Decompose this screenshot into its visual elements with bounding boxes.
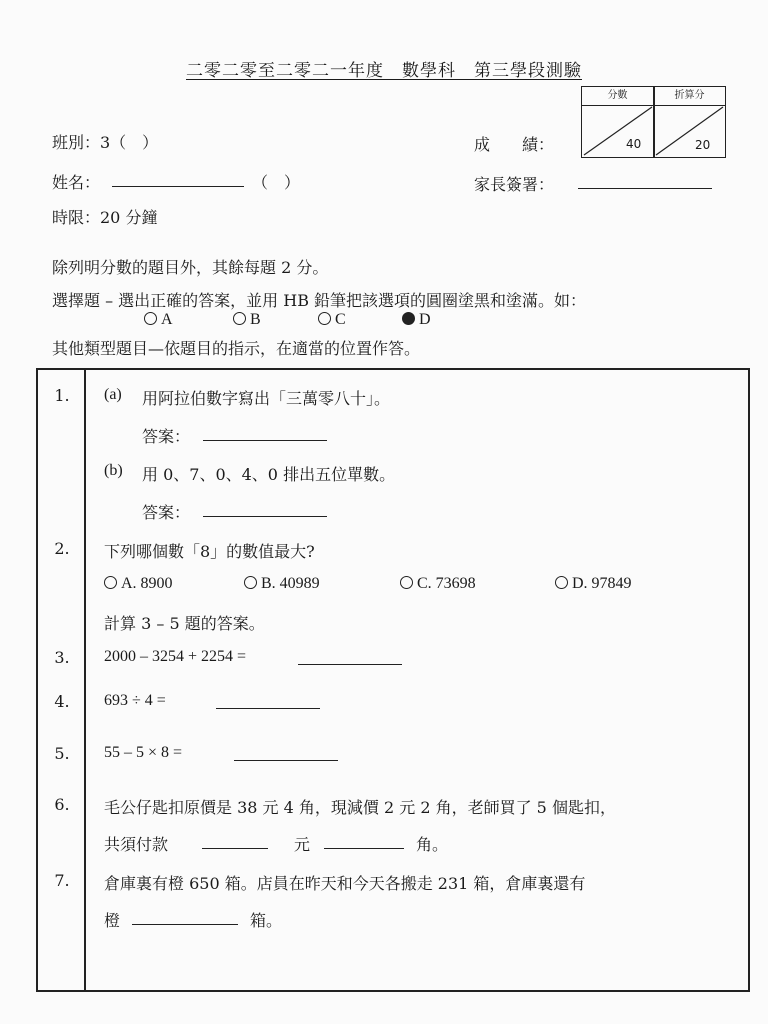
q7-answer-input[interactable] xyxy=(132,910,238,925)
q7-unit: 箱。 xyxy=(250,911,283,930)
q2-option-c[interactable]: C. 73698 xyxy=(400,575,476,593)
page-title: 二零二零至二零二一年度 數學科 第三學段測驗 xyxy=(186,61,582,81)
q1b-label: (b) xyxy=(104,462,123,479)
instruction-mc: 選擇題 – 選出正確的答案，並用 HB 鉛筆把該選項的圓圈塗黑和塗滿。如： xyxy=(52,291,587,310)
q2-option-d[interactable]: D. 97849 xyxy=(555,575,632,593)
q4-answer-input[interactable] xyxy=(216,694,320,709)
question-number: 3. xyxy=(54,648,70,667)
q7-text: 倉庫裏有橙 650 箱。店員在昨天和今天各搬走 231 箱，倉庫裏還有 xyxy=(104,874,586,893)
empty-circle-icon xyxy=(555,576,568,589)
q1b-text: 用 0、7、0、4、0 排出五位單數。 xyxy=(142,465,396,484)
time-limit: 時限：20 分鐘 xyxy=(52,208,158,227)
q6-jiao-input[interactable] xyxy=(324,834,404,849)
instruction-other: 其他類型題目—依題目的指示，在適當的位置作答。 xyxy=(52,339,421,358)
example-option-c: C xyxy=(318,311,346,329)
q2-option-a[interactable]: A. 8900 xyxy=(104,575,173,593)
grade-label: 成 績： xyxy=(474,135,555,154)
parent-sign-input[interactable] xyxy=(578,174,712,189)
parent-sign-label: 家長簽署： xyxy=(474,175,555,194)
question-number: 6. xyxy=(54,795,70,814)
empty-circle-icon xyxy=(400,576,413,589)
q1a-label: (a) xyxy=(104,386,122,403)
q4-expression: 693 ÷ 4 = xyxy=(104,692,166,709)
q6-pay-label: 共須付款 xyxy=(104,835,169,854)
question-number-divider xyxy=(84,368,86,992)
example-option-b: B xyxy=(233,311,261,329)
q6-yuan-input[interactable] xyxy=(202,834,268,849)
q3-5-note: 計算 3 – 5 題的答案。 xyxy=(104,614,265,633)
score-box xyxy=(581,86,726,158)
q6-yuan-unit: 元 xyxy=(294,835,311,854)
empty-circle-icon xyxy=(104,576,117,589)
q6-text: 毛公仔匙扣原價是 38 元 4 角，現減價 2 元 2 角，老師買了 5 個匙扣， xyxy=(104,798,616,817)
empty-circle-icon xyxy=(144,312,157,325)
instruction-marks: 除列明分數的題目外，其餘每題 2 分。 xyxy=(52,258,329,277)
q3-expression: 2000 – 3254 + 2254 = xyxy=(104,648,247,665)
q5-answer-input[interactable] xyxy=(234,746,338,761)
score-total: 40 xyxy=(626,137,642,151)
question-number: 4. xyxy=(54,692,70,711)
converted-score-total: 20 xyxy=(695,138,711,152)
name-input[interactable] xyxy=(112,172,244,187)
question-number: 2. xyxy=(54,539,70,558)
q6-jiao-unit: 角。 xyxy=(416,835,449,854)
q2-text: 下列哪個數「8」的數值最大? xyxy=(104,542,315,561)
q1b-answer-input[interactable] xyxy=(203,502,327,517)
empty-circle-icon xyxy=(244,576,257,589)
score-header: 分數 xyxy=(582,87,654,106)
q2-option-b[interactable]: B. 40989 xyxy=(244,575,320,593)
converted-score-header: 折算分 xyxy=(654,87,725,106)
q1a-answer-input[interactable] xyxy=(203,426,327,441)
q1a-answer-label: 答案： xyxy=(142,427,191,446)
example-option-d: D xyxy=(402,311,431,329)
q1b-answer-label: 答案： xyxy=(142,503,191,522)
name-label: 姓名： xyxy=(52,173,101,192)
filled-circle-icon xyxy=(402,312,415,325)
q3-answer-input[interactable] xyxy=(298,650,402,665)
question-number: 5. xyxy=(54,744,70,763)
empty-circle-icon xyxy=(233,312,246,325)
empty-circle-icon xyxy=(318,312,331,325)
name-class-number: （ ） xyxy=(252,173,301,192)
question-number: 7. xyxy=(54,871,70,890)
example-option-a: A xyxy=(144,311,173,329)
question-number: 1. xyxy=(54,386,70,405)
q7-orange-label: 橙 xyxy=(104,911,121,930)
q5-expression: 55 – 5 × 8 = xyxy=(104,744,183,761)
class-field: 班別：3（ ） xyxy=(52,133,159,152)
q1a-text: 用阿拉伯數字寫出「三萬零八十」。 xyxy=(142,389,391,408)
